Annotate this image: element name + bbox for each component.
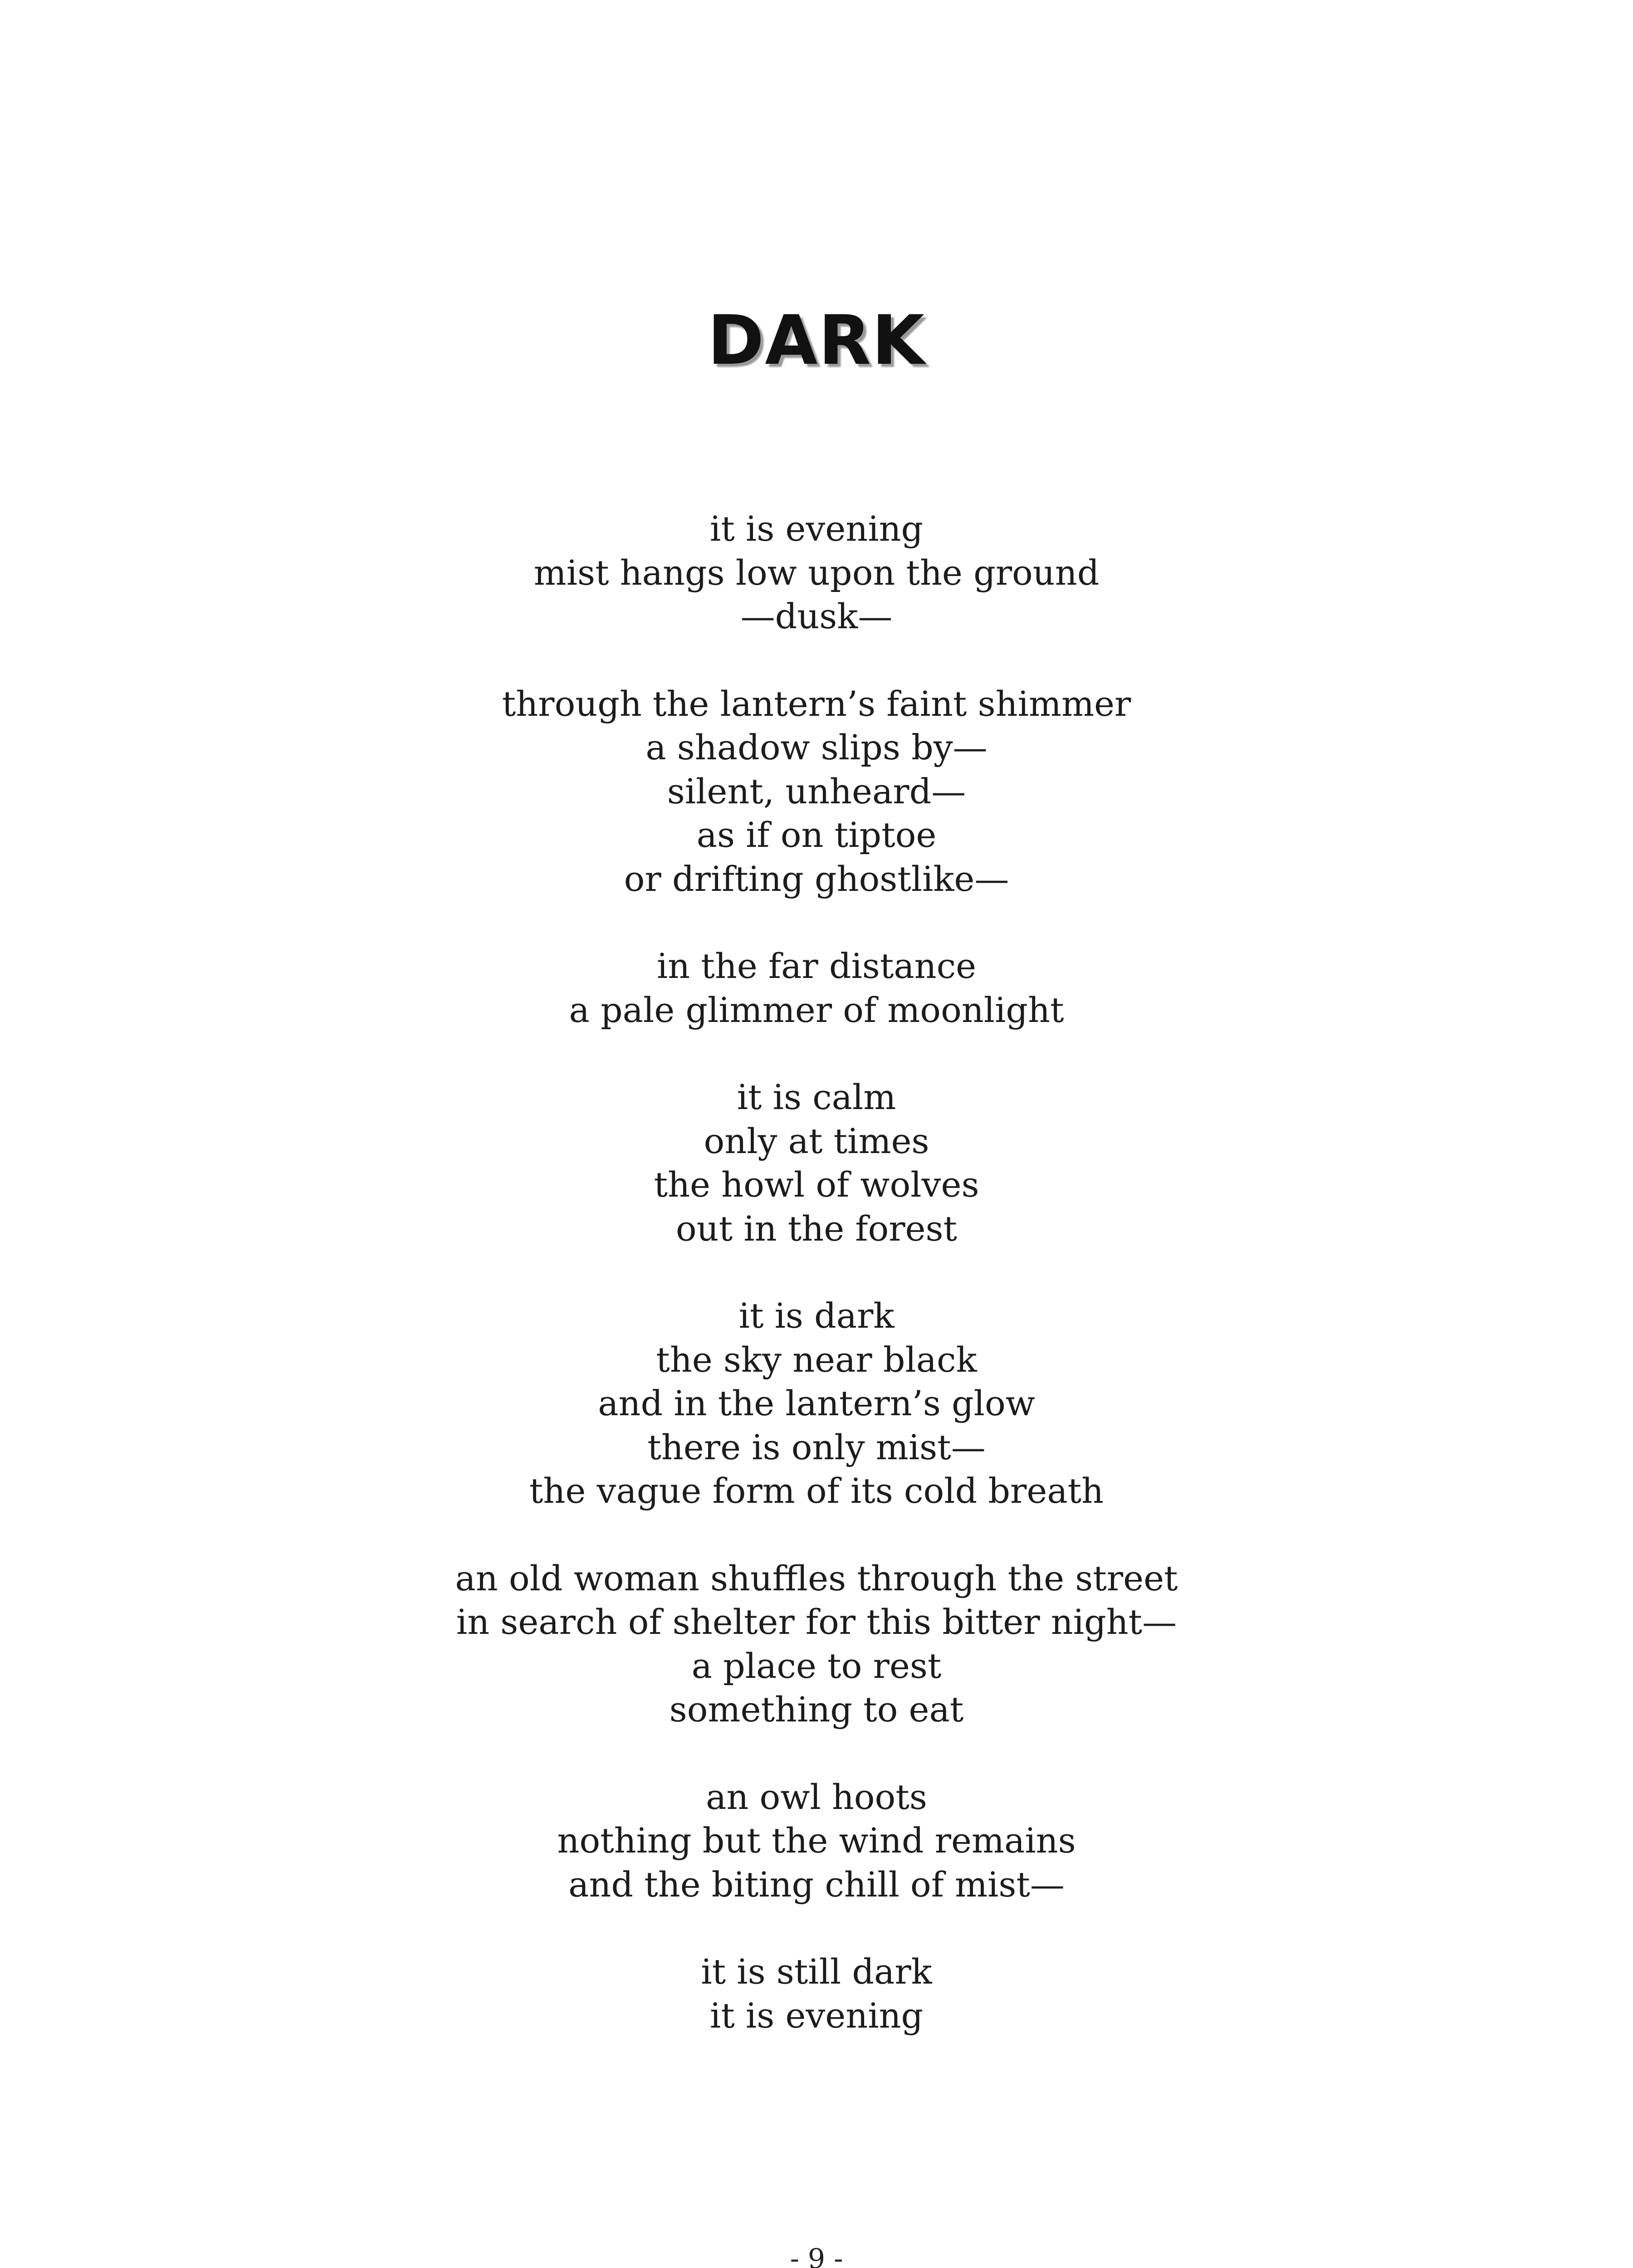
poem-line: a place to rest bbox=[691, 1645, 942, 1686]
stanza bbox=[0, 1950, 1633, 2038]
poem-line: the howl of wolves bbox=[654, 1164, 979, 1205]
poem-line: a shadow slips by— bbox=[645, 727, 988, 767]
stanza bbox=[0, 1557, 1633, 1732]
stanza bbox=[0, 1075, 1633, 1251]
poem-line: it is still dark bbox=[701, 1951, 932, 1992]
poem-line: as if on tiptoe bbox=[696, 815, 937, 855]
poem-line: it is dark bbox=[738, 1295, 895, 1336]
poem-line: and the biting chill of mist— bbox=[568, 1864, 1065, 1905]
stanza bbox=[0, 944, 1633, 1032]
poem-line: there is only mist— bbox=[647, 1427, 986, 1467]
poem-line: through the lantern’s faint shimmer bbox=[502, 683, 1131, 724]
poem-line: out in the forest bbox=[675, 1208, 958, 1249]
stanza bbox=[0, 507, 1633, 639]
poem-title: DARK bbox=[707, 301, 926, 380]
poem-line: it is calm bbox=[737, 1077, 896, 1117]
poem-line: an old woman shuffles through the street bbox=[455, 1558, 1178, 1598]
poem-line: it is evening bbox=[709, 508, 924, 549]
poem-line: only at times bbox=[704, 1120, 929, 1161]
poem-line: the vague form of its cold breath bbox=[529, 1471, 1104, 1511]
poem-line: the sky near black bbox=[656, 1339, 977, 1380]
poem-line: in search of shelter for this bitter night— bbox=[456, 1602, 1177, 1642]
stanza bbox=[0, 1775, 1633, 1907]
poem-body bbox=[0, 507, 1633, 2038]
poem-line: silent, unheard— bbox=[667, 771, 966, 811]
poem-line: something to eat bbox=[669, 1689, 964, 1730]
stanza bbox=[0, 1294, 1633, 1513]
poem-line: an owl hoots bbox=[706, 1776, 927, 1817]
poem-line: it is evening bbox=[709, 1995, 924, 2036]
stanza bbox=[0, 682, 1633, 901]
poem-line: and in the lantern’s glow bbox=[598, 1383, 1035, 1423]
poem-line: a pale glimmer of moonlight bbox=[569, 989, 1064, 1030]
poem-line: nothing but the wind remains bbox=[557, 1820, 1076, 1861]
page-number: - 9 - bbox=[790, 2243, 843, 2268]
poem-line: —dusk— bbox=[740, 596, 893, 636]
poem-line: in the far distance bbox=[656, 946, 977, 986]
poem-line: mist hangs low upon the ground bbox=[533, 552, 1100, 593]
poem-line: or drifting ghostlike— bbox=[624, 858, 1009, 899]
